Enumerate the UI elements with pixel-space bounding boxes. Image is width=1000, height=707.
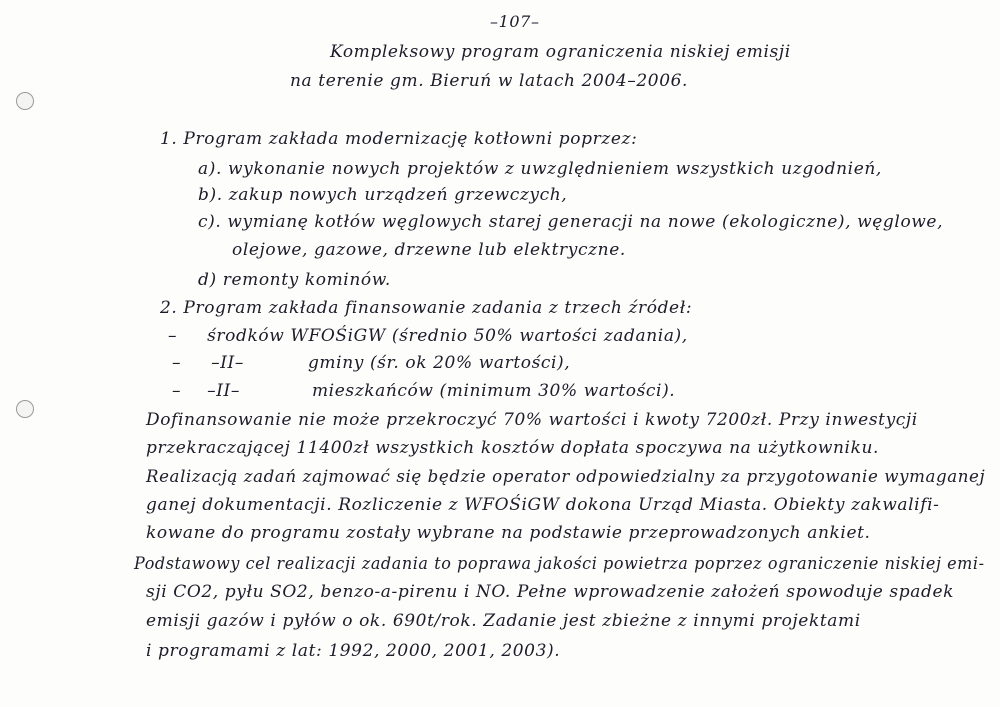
body-line: Realizacją zadań zajmować się będzie operator odpowiedzialny za przygotowanie wymaganej bbox=[146, 467, 986, 487]
funding-source-1-dash: – bbox=[168, 326, 178, 346]
section-1-item-c-line-1: c). wymianę kotłów węglowych starej generacji na nowe (ekologiczne), węglowe, bbox=[198, 212, 944, 232]
body-line: i programami z lat: 1992, 2000, 2001, 2003). bbox=[146, 641, 561, 661]
section-1-item-c-line-2: olejowe, gazowe, drzewne lub elektryczne. bbox=[232, 240, 626, 260]
funding-source-1 bbox=[168, 328, 688, 345]
body-line: kowane do programu zostały wybrane na podstawie przeprowadzonych ankiet. bbox=[146, 523, 871, 543]
funding-source-2-text: gminy (śr. ok 20% wartości), bbox=[307, 353, 571, 373]
funding-source-3 bbox=[172, 383, 675, 400]
funding-source-3-text: mieszkańców (minimum 30% wartości). bbox=[311, 381, 676, 401]
body-line: przekraczającej 11400zł wszystkich kosztów dopłata spoczywa na użytkowniku. bbox=[146, 438, 880, 458]
section-1-item-b: b). zakup nowych urządzeń grzewczych, bbox=[198, 185, 568, 205]
body-line: ganej dokumentacji. Rozliczenie z WFOŚiGW dokona Urząd Miasta. Obiekty zakwalifi- bbox=[146, 495, 940, 515]
body-line: sji CO2, pyłu SO2, benzo-a-pirenu i NO. Pełne wprowadzenie założeń spowoduje spadek bbox=[146, 582, 955, 602]
punch-hole-bottom bbox=[16, 400, 34, 418]
section-2-heading: 2. Program zakłada finansowanie zadania z trzech źródeł: bbox=[160, 298, 693, 318]
page-number: –107– bbox=[490, 12, 540, 31]
funding-source-3-dash: – bbox=[172, 381, 182, 401]
document-title-line-2: na terenie gm. Bieruń w latach 2004–2006. bbox=[290, 71, 689, 91]
document-title-line-1: Kompleksowy program ograniczenia niskiej emisji bbox=[330, 42, 791, 62]
section-1-item-a: a). wykonanie nowych projektów z uwzględnieniem wszystkich uzgodnień, bbox=[198, 159, 882, 179]
body-line: emisji gazów i pyłów o ok. 690t/rok. Zadanie jest zbieżne z innymi projektami bbox=[146, 611, 861, 631]
section-1-item-d: d) remonty kominów. bbox=[198, 270, 391, 290]
funding-source-2-ditto: –II– bbox=[211, 353, 244, 373]
funding-source-2 bbox=[172, 355, 570, 372]
body-line: Podstawowy cel realizacji zadania to poprawa jakości powietrza poprzez ograniczenie niskiej emi- bbox=[134, 554, 985, 574]
funding-source-2-dash: – bbox=[172, 353, 182, 373]
funding-source-1-text: środków WFOŚiGW (średnio 50% wartości zadania), bbox=[207, 326, 688, 346]
funding-source-3-ditto: –II– bbox=[207, 381, 240, 401]
punch-hole-top bbox=[16, 92, 34, 110]
body-line: Dofinansowanie nie może przekroczyć 70% wartości i kwoty 7200zł. Przy inwestycji bbox=[146, 410, 918, 430]
section-1-heading: 1. Program zakłada modernizację kotłowni poprzez: bbox=[160, 129, 638, 149]
